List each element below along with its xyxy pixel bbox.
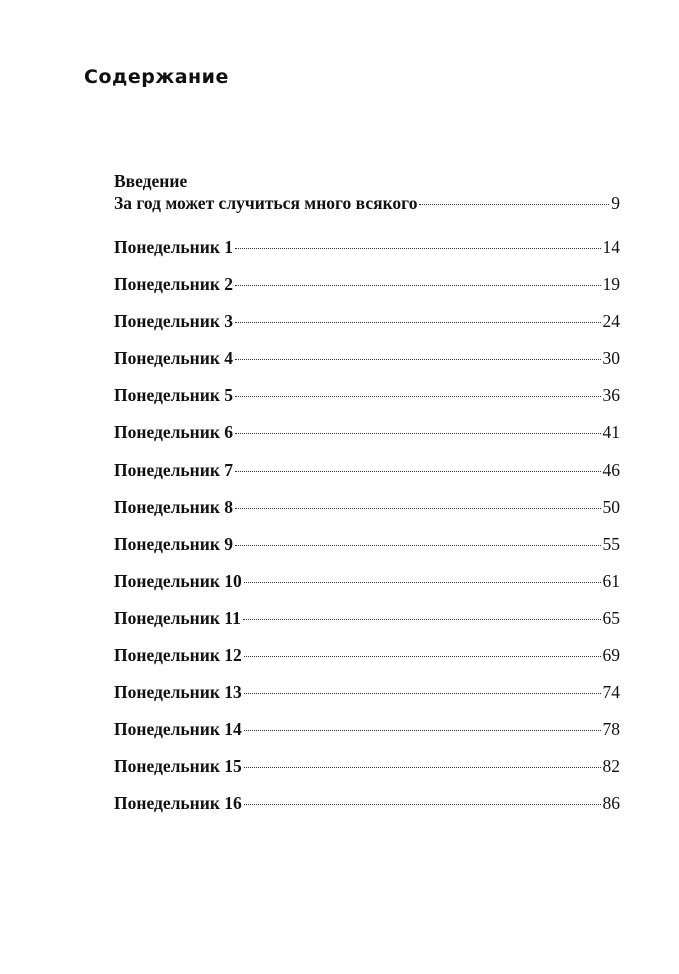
dot-leader (244, 730, 601, 731)
toc-entry-label: Понедельник 14 (114, 719, 242, 740)
toc-entry-label: Понедельник 4 (114, 348, 234, 369)
dot-leader (235, 433, 600, 434)
dot-leader (243, 619, 601, 620)
toc-entry[interactable] (114, 785, 620, 822)
toc-entry-page: 36 (602, 385, 620, 406)
toc-entry-list (114, 229, 620, 823)
toc-entry[interactable] (114, 340, 620, 377)
toc-entry-label: Понедельник 16 (114, 793, 242, 814)
dot-leader (235, 359, 600, 360)
toc-entry-label: Понедельник 7 (114, 459, 234, 480)
toc-entry-page: 30 (602, 348, 620, 369)
toc-entry-page: 50 (602, 496, 620, 517)
toc-entry[interactable] (114, 452, 620, 489)
toc-entry[interactable] (114, 489, 620, 526)
toc-entry-page: 14 (602, 237, 620, 257)
toc-entry-page: 61 (602, 570, 620, 591)
toc-entry-label: Понедельник 6 (114, 422, 234, 443)
dot-leader (235, 396, 600, 397)
toc-entry-label: Понедельник 12 (114, 645, 242, 666)
dot-leader (235, 322, 600, 323)
toc-entry-page: 46 (602, 459, 620, 480)
toc-entry[interactable] (114, 637, 620, 674)
toc-entry-label: Понедельник 9 (114, 533, 234, 554)
dot-leader (235, 285, 600, 286)
table-of-contents (114, 170, 620, 823)
dot-leader (419, 204, 609, 205)
toc-entry-label: Понедельник 15 (114, 756, 242, 777)
toc-entry-page: 82 (602, 756, 620, 777)
toc-entry-page: 55 (602, 533, 620, 554)
intro-heading: Введение (114, 171, 188, 191)
toc-entry-page: 24 (602, 311, 620, 332)
dot-leader (244, 656, 601, 657)
toc-entry-page: 65 (602, 607, 620, 628)
toc-entry[interactable] (114, 229, 620, 266)
toc-entry-page: 86 (602, 793, 620, 814)
toc-entry-label: Понедельник 2 (114, 274, 234, 295)
toc-entry-label: Понедельник 10 (114, 570, 242, 591)
toc-entry-label: Понедельник 3 (114, 311, 234, 332)
toc-entry-page: 41 (602, 422, 620, 443)
toc-entry-label: Понедельник 8 (114, 496, 234, 517)
toc-entry-page: 19 (602, 274, 620, 295)
toc-entry-label: Понедельник 13 (114, 682, 242, 703)
dot-leader (235, 471, 600, 472)
toc-entry[interactable] (114, 414, 620, 451)
dot-leader (235, 508, 600, 509)
toc-entry-page: 9 (611, 193, 620, 213)
toc-entry[interactable] (114, 748, 620, 785)
toc-entry-page: 78 (602, 719, 620, 740)
page-title: Содержание (84, 66, 229, 88)
toc-entry-page: 74 (602, 682, 620, 703)
toc-entry[interactable] (114, 377, 620, 414)
toc-entry[interactable] (114, 563, 620, 600)
dot-leader (244, 693, 601, 694)
dot-leader (244, 767, 601, 768)
dot-leader (244, 582, 601, 583)
toc-entry[interactable] (114, 674, 620, 711)
toc-entry-label: Понедельник 5 (114, 385, 234, 406)
toc-entry[interactable] (114, 526, 620, 563)
dot-leader (244, 804, 601, 805)
toc-entry[interactable] (114, 266, 620, 303)
toc-entry[interactable] (114, 303, 620, 340)
toc-entry[interactable] (114, 711, 620, 748)
toc-entry-label: Понедельник 1 (114, 237, 234, 257)
toc-entry-label: За год может случиться много всякого (114, 193, 418, 213)
dot-leader (235, 248, 600, 249)
toc-entry-label: Понедельник 11 (114, 607, 241, 628)
toc-entry-page: 69 (602, 645, 620, 666)
dot-leader (235, 545, 600, 546)
toc-entry-intro[interactable] (114, 192, 620, 214)
toc-entry[interactable] (114, 600, 620, 637)
